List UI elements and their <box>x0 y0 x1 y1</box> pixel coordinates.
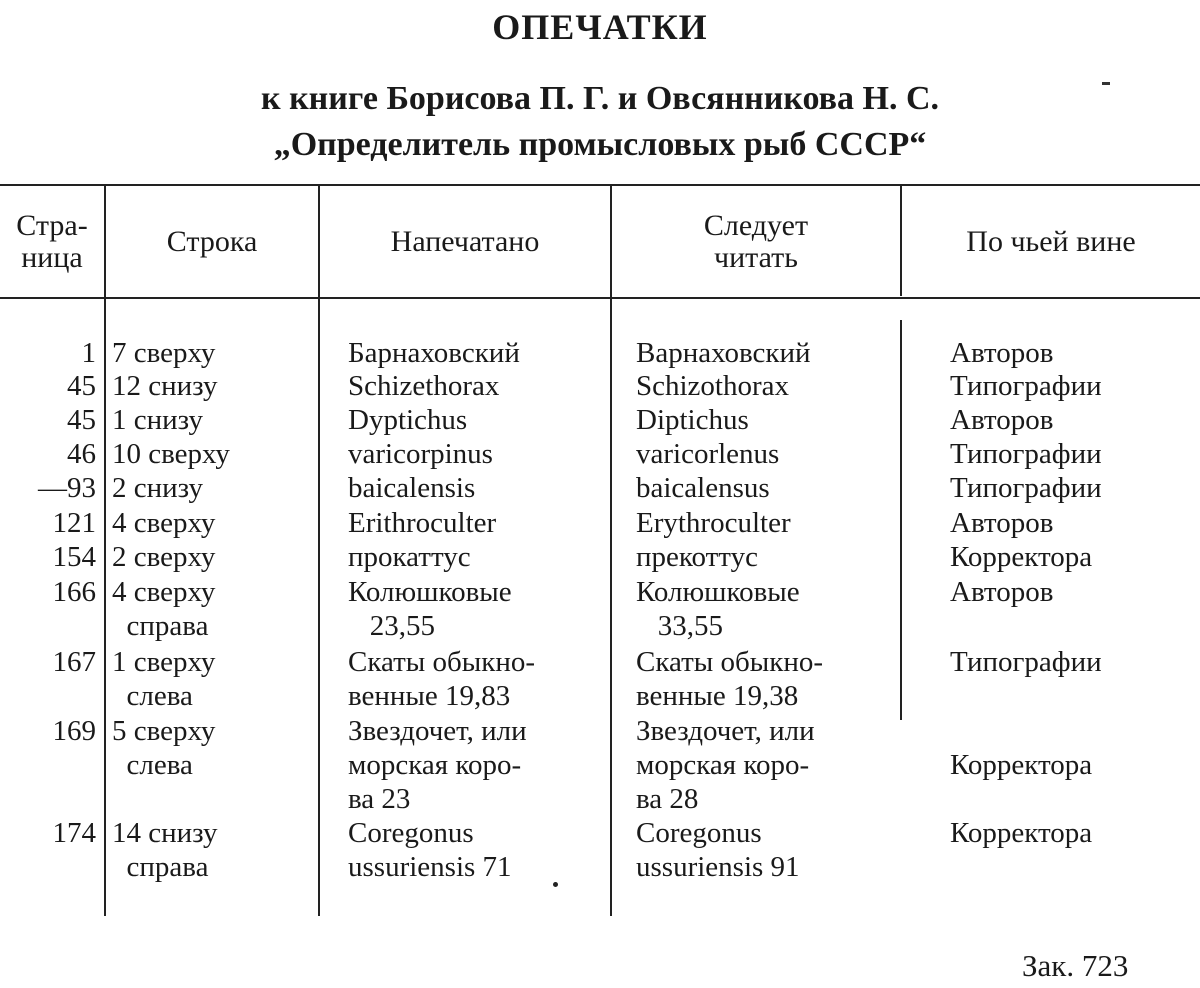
cell-fault: Типографии <box>950 646 1102 678</box>
cell-correct: Скаты обыкно- венные 19,38 <box>636 646 824 712</box>
cell-line: 1 снизу <box>112 404 204 436</box>
cell-line: 5 сверху слева <box>112 715 216 781</box>
cell-printed: varicorpinus <box>348 438 493 470</box>
cell-line: 1 сверху слева <box>112 646 216 712</box>
cell-page: 169 <box>52 715 96 747</box>
cell-page: 166 <box>52 576 96 608</box>
column-header-text: читать <box>714 241 798 274</box>
column-header-text: Стра- <box>16 209 88 242</box>
cell-printed: Erithroculter <box>348 507 497 539</box>
column-header-page <box>0 188 104 296</box>
cell-printed: baicalensis <box>348 472 476 504</box>
cell-page: 167 <box>52 646 96 678</box>
subtitle-book-authors: к книге Борисова П. Г. и Овсянникова Н. С. <box>261 80 939 117</box>
cell-printed: Coregonus ussuriensis 71 <box>348 817 512 883</box>
print-dot <box>553 882 558 887</box>
column-header-fault <box>902 188 1200 296</box>
table-header-rule <box>0 297 1200 299</box>
cell-printed: Звездочет, или морская коро- ва 23 <box>348 715 527 815</box>
cell-line: 2 сверху <box>112 541 216 573</box>
column-header-text: Следует <box>703 209 809 242</box>
cell-fault: Авторов <box>950 404 1054 436</box>
column-header-correct <box>612 188 900 296</box>
cell-line: 4 сверху <box>112 507 216 539</box>
cell-fault: Авторов <box>950 576 1054 608</box>
cell-page: 45 <box>67 370 96 402</box>
order-number: Зак. 723 <box>1022 948 1129 983</box>
cell-page: 46 <box>67 438 96 470</box>
cell-fault: Типографии <box>950 370 1102 402</box>
cell-correct: Schizothorax <box>636 370 790 402</box>
cell-correct: Колюшковые 33,55 <box>636 576 800 642</box>
cell-fault: Типографии <box>950 472 1102 504</box>
cell-fault: Корректора <box>950 749 1093 781</box>
cell-printed: Барнаховский <box>348 337 520 369</box>
cell-correct: baicalensus <box>636 472 770 504</box>
cell-page: 45 <box>67 404 96 436</box>
cell-line: 10 сверху <box>112 438 230 470</box>
cell-fault: Авторов <box>950 507 1054 539</box>
page-title: ОПЕЧАТКИ <box>492 7 708 47</box>
cell-correct: Варнаховский <box>636 337 811 369</box>
table-top-rule <box>0 184 1200 186</box>
column-header-text: Напечатано <box>390 225 540 258</box>
cell-correct: Coregonus ussuriensis 91 <box>636 817 800 883</box>
column-divider <box>104 496 106 916</box>
cell-correct: Erythroculter <box>636 507 791 539</box>
cell-correct: Diptichus <box>636 404 749 436</box>
column-header-line <box>106 188 318 296</box>
cell-fault: Авторов <box>950 337 1054 369</box>
cell-page: 121 <box>52 507 96 539</box>
cell-line: 2 снизу <box>112 472 204 504</box>
column-header-text: По чьей вине <box>966 225 1136 258</box>
cell-line: 12 снизу <box>112 370 218 402</box>
cell-correct: Звездочет, или морская коро- ва 28 <box>636 715 815 815</box>
cell-fault: Корректора <box>950 817 1093 849</box>
cell-page: 1 <box>81 337 96 369</box>
cell-fault: Типографии <box>950 438 1102 470</box>
subtitle-book-title: „Определитель промысловых рыб СССР“ <box>273 126 927 163</box>
column-divider <box>900 320 902 720</box>
cell-page: 154 <box>52 541 96 573</box>
cell-printed: Колюшковые 23,55 <box>348 576 512 642</box>
cell-line: 14 снизу справа <box>112 817 218 883</box>
cell-correct: varicorlenus <box>636 438 780 470</box>
cell-line: 4 сверху справа <box>112 576 216 642</box>
cell-printed: Dyptichus <box>348 404 468 436</box>
cell-printed: прокаттус <box>348 541 471 573</box>
cell-page: —93 <box>38 472 96 504</box>
column-header-text: Строка <box>166 225 258 258</box>
cell-fault: Корректора <box>950 541 1093 573</box>
cell-line: 7 сверху <box>112 337 216 369</box>
cell-printed: Скаты обыкно- венные 19,83 <box>348 646 536 712</box>
column-header-text: ница <box>21 241 83 274</box>
cell-correct: прекоттус <box>636 541 758 573</box>
cell-printed: Schizethorax <box>348 370 500 402</box>
cell-page: 174 <box>52 817 96 849</box>
column-header-printed <box>320 188 610 296</box>
